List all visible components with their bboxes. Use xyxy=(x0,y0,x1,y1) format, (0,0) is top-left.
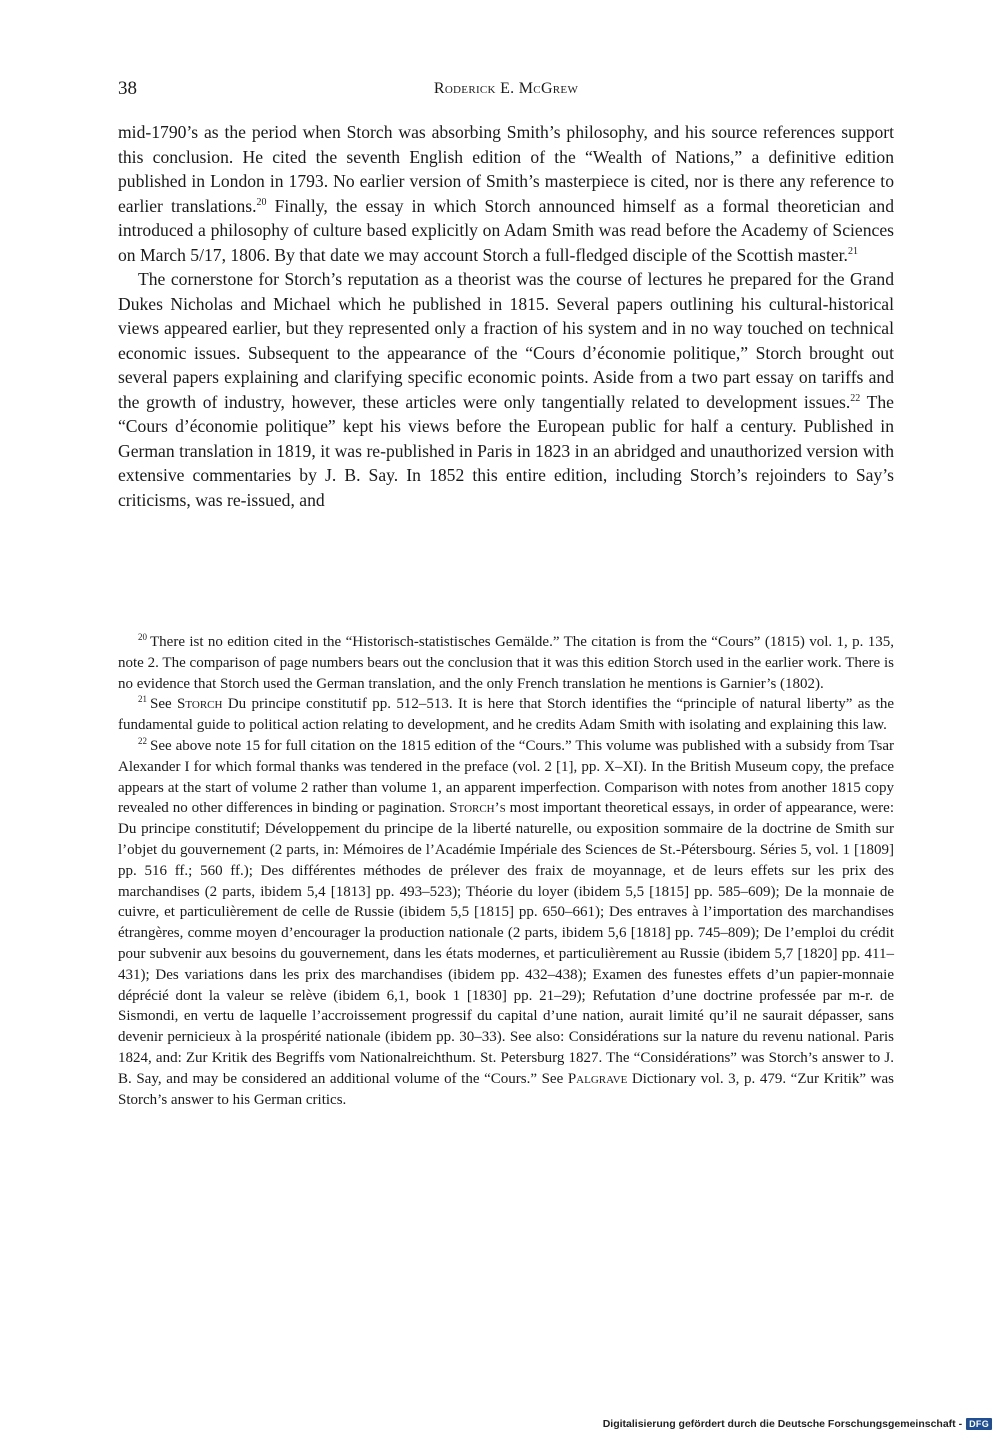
paragraph xyxy=(118,120,894,267)
running-head: Roderick E. McGrew xyxy=(433,80,579,97)
footnote-21 xyxy=(118,694,894,736)
author-name: Palgrave xyxy=(567,1070,628,1087)
body-text xyxy=(118,120,894,512)
footnote-reference: 21 xyxy=(847,245,858,257)
footnote-text: There ist no edition cited in the “Historisch-statistisches Gemälde.” The citation is from the “Cours” (1815) vol. 1, p. 135, note 2. The comparison of page numbers bears out the conclusion that it was this edition Storch used in the earlier work. There is no evidence that Storch used the German translation, and the only French translation he mentions is Garnier’s (1802). xyxy=(118,634,894,692)
dfg-logo: DFG xyxy=(966,1418,992,1430)
page-header xyxy=(118,78,894,104)
credit-text: Digitalisierung gefördert durch die Deutsche Forschungsgemeinschaft - xyxy=(602,1418,963,1430)
author-name: Storch xyxy=(177,696,223,713)
paragraph-text: The “Cours d’économie politique” kept his views before the European public for half a century. Published in German translation in 1819, it was re-published in Paris in 1823 in an abridged and unauthorized version with extensive commentaries by J. B. Say. In 1852 this entire edition, including Storch’s rejoinders to Say’s criticisms, was re-issued, and xyxy=(118,391,894,510)
footnote-text: See above note 15 for full citation on the 1815 edition of the “Cours.” This volume was published with a subsidy from Tsar Alexander I for which formal thanks was tendered in the preface (vol. 2 [1], pp. X–XI). In the British Museum copy, the preface appears at the start of volume 2 rather than volume 1, an apparent imperfection. Comparison with notes from another 1815 copy revealed no other differences in binding or pagination. xyxy=(118,737,894,817)
footnotes xyxy=(118,632,894,1110)
paragraph-text: Finally, the essay in which Storch announced himself as a formal theoretician and introduced a philosophy of culture based explicitly on Adam Smith was read before the Academy of Sciences on March 5/17, 1806. By that date we may account Storch a full-fledged disciple of the Scottish master. xyxy=(118,195,894,265)
footnote-number: 21 xyxy=(138,694,147,705)
paragraph-text: mid-1790’s as the period when Storch was absorbing Smith’s philosophy, and his source references support this conclusion. He cited the seventh English edition of the “Wealth of Nations,” a definitive edition published in London in 1793. No earlier version of Smith’s masterpiece is cited, nor is there any reference to earlier translations. xyxy=(118,122,894,216)
footnote-22 xyxy=(118,736,894,1110)
footnote-20 xyxy=(118,632,894,694)
footnote-text: Du principe constitutif pp. 512–513. It is here that Storch identifies the “principle of natural liberty” as the fundamental guide to political action relating to development, and he credits Adam Smith with isolating and explaining this law. xyxy=(118,696,894,734)
footnote-reference: 22 xyxy=(850,392,861,404)
author-name: Storch’s xyxy=(449,800,506,817)
footnote-number: 22 xyxy=(138,735,147,746)
digitization-credit xyxy=(603,1416,992,1432)
paragraph xyxy=(118,267,894,512)
paragraph-text: The cornerstone for Storch’s reputation as a theorist was the course of lectures he prepared for the Grand Dukes Nicholas and Michael which he published in 1815. Several papers outlining his cultural-historical views appeared earlier, but they represented only a fraction of his system and in no way touched on technical economic issues. Subsequent to the appearance of the “Cours d’économie politique,” Storch brought out several papers explaining and clarifying specific economic points. Aside from a two part essay on tariffs and the growth of industry, however, these articles were only tangentially related to development issues. xyxy=(118,269,894,412)
footnote-number: 20 xyxy=(138,632,147,642)
footnote-reference: 20 xyxy=(256,196,267,208)
page-number: 38 xyxy=(118,78,137,99)
footnote-text: Dictionary vol. 3, p. 479. “Zur Kritik” was Storch’s answer to his German critics. xyxy=(118,1070,894,1108)
footnote-text: See xyxy=(150,696,178,713)
footnote-text: most important theoretical essays, in order of appearance, were: Du principe constitutif; Développement du principe de la liberté naturelle, ou exposition sommaire de la doctrine de Smith sur l’objet du gouvernement (2 parts, in: Mémoires de l’Académie Impériale des Sciences de St.-Pétersbourg. Séries 5, vol. 1 [1809] pp. 516 ff.; 560 ff.); Des différentes méthodes de prélever des fraix de moyannage, et de leurs effets sur les prix des marchandises (2 parts, ibidem 5,4 [1813] pp. 493–523); Théorie du loyer (ibidem 5,5 [1815] pp. 585–609); De la monnaie de cuivre, et particulièrement de celle de Russie (ibidem 5,5 [1815] pp. 650–661); Des entraves à l’importation des marchandises étrangères, comme moyen d’encourager la production nationale (2 parts, ibidem 5,6 [1818] pp. 745–809); De l’emploi du crédit pour subvenir aux besoins du gouvernement, dans les états modernes, et particulièrement au Russie (ibidem 5,7 [1820] pp. 411–431); Des variations dans les prix des marchandises (ibidem pp. 432–438); Examen des funestes effets d’un papier-monnaie déprécié dont la valeur se relève (ibidem 6,1, book 1 [1830] pp. 21–29); Refutation d’une doctrine professée par m-r. de Sismondi, en vertu de laquelle l’accroissement progressif du capital d’une nation, aurait limité qu’il ne saurait dépasser, sans devenir pernicieux à la prospérité nationale (ibidem pp. 30–33). See also: Considérations sur la nature du revenu national. Paris 1824, and: Zur Kritik des Begriffs vom Nationalreichthum. St. Petersburg 1827. The “Considérations” was Storch’s answer to J. B. Say, and may be considered an additional volume of the “Cours.” See xyxy=(118,800,894,1087)
